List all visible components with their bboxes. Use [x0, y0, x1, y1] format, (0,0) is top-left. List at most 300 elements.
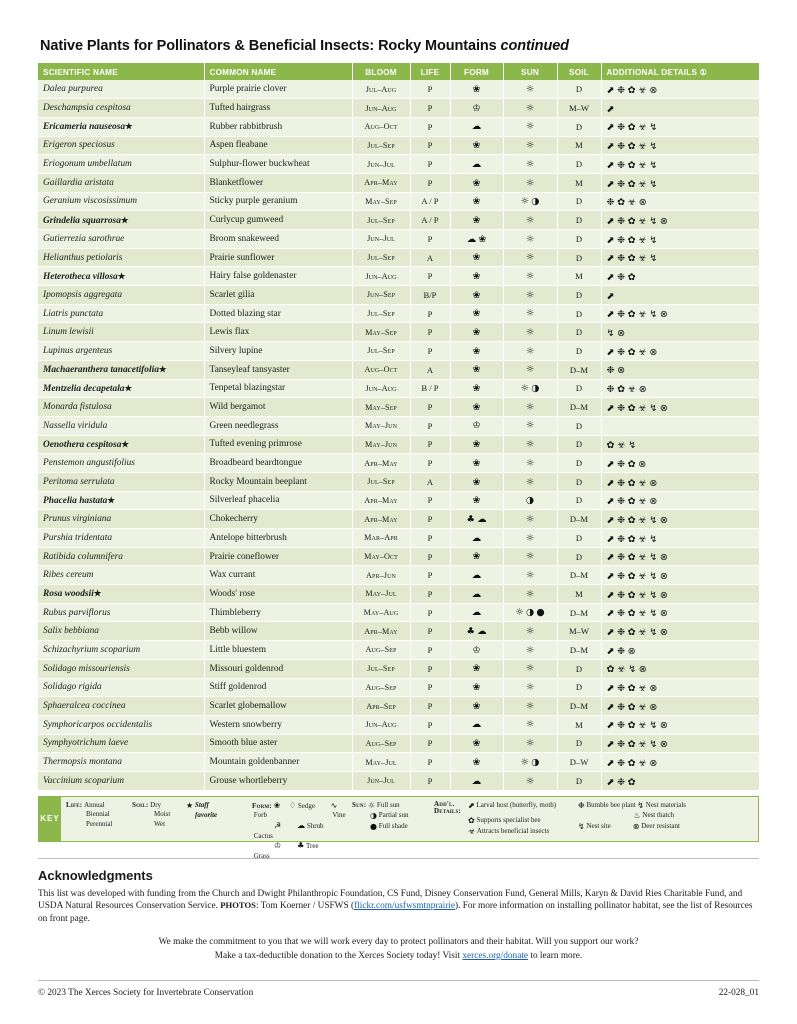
specialist-icon: ✿	[627, 141, 636, 153]
cell-life: P	[410, 342, 450, 361]
cell-form	[450, 622, 503, 641]
cell-sun	[503, 603, 557, 622]
cell-common-name: Blanketflower	[204, 173, 352, 192]
nestmat-icon: ↯	[649, 234, 658, 246]
cell-soil: M	[557, 136, 601, 155]
cell-life: A	[410, 248, 450, 267]
grass-icon: ♔	[472, 102, 481, 114]
beneficial-icon: ☣	[638, 122, 647, 134]
cell-form	[450, 472, 503, 491]
forb-shrub-icon: ☁	[466, 233, 477, 245]
sun-icon: ◑	[531, 756, 540, 768]
cell-bloom: Aug–Sep	[352, 678, 410, 697]
cell-life: P	[410, 398, 450, 417]
cell-sun	[503, 416, 557, 435]
cell-life: P	[410, 230, 450, 249]
cell-sun	[503, 136, 557, 155]
table-row	[38, 771, 759, 790]
key-details-item-2: Attracts beneficial insects	[476, 826, 550, 835]
forb-icon: ❀	[472, 401, 481, 413]
key-sun-item-0: Full sun	[376, 800, 400, 809]
cell-scientific-name: Monarda fistulosa	[38, 398, 204, 417]
specialist-icon: ✿	[606, 664, 615, 676]
cell-life: P	[410, 136, 450, 155]
cell-sun	[503, 510, 557, 529]
cell-sun	[503, 248, 557, 267]
cell-form	[450, 510, 503, 529]
bumble-icon: ❉	[617, 683, 626, 695]
table-row	[38, 547, 759, 566]
table-row	[38, 510, 759, 529]
cell-scientific-name: Solidago missouriensis	[38, 659, 204, 678]
key-form-header: Form:	[252, 801, 272, 810]
cell-additional-details	[601, 173, 759, 192]
cell-form	[450, 248, 503, 267]
cell-soil: D–M	[557, 641, 601, 660]
cell-common-name: Sticky purple geranium	[204, 192, 352, 211]
sun-icon: ☼	[525, 457, 535, 469]
cell-additional-details	[601, 136, 759, 155]
sun-icon: ☼	[525, 588, 535, 600]
cell-scientific-name: Grindelia squarrosa★	[38, 211, 204, 230]
specialist-icon: ✿	[627, 271, 636, 283]
bumble-icon: ❉	[617, 253, 626, 265]
cell-common-name: Sulphur-flower buckwheat	[204, 155, 352, 174]
cell-form	[450, 659, 503, 678]
cell-sun	[503, 697, 557, 716]
nestsite-icon: ↯	[649, 141, 658, 153]
table-row	[38, 80, 759, 99]
larval-icon: ⬈	[606, 739, 615, 751]
cell-soil: D	[557, 211, 601, 230]
cell-form	[450, 715, 503, 734]
larval-host-icon: ⬈	[468, 800, 475, 810]
sun-icon: ◑	[525, 607, 535, 619]
specialist-icon: ✿	[627, 514, 636, 526]
shrub-icon: ☁	[471, 775, 482, 787]
sun-icon: ☼	[525, 270, 535, 282]
cell-common-name: Mountain goldenbanner	[204, 753, 352, 772]
beneficial-icon: ☣	[617, 440, 626, 452]
cell-bloom: Jul–Sep	[352, 248, 410, 267]
plant-table-body	[38, 80, 759, 790]
cell-soil: D–M	[557, 510, 601, 529]
cell-form	[450, 286, 503, 305]
beneficial-icon: ☣	[638, 234, 647, 246]
cell-life: A	[410, 472, 450, 491]
specialist-icon: ✿	[627, 701, 636, 713]
cell-sun	[503, 585, 557, 604]
specialist-bee-icon: ✿	[468, 816, 475, 825]
donate-text-b: to learn more.	[528, 950, 583, 961]
deer-icon: ⊗	[659, 309, 668, 321]
sedge-icon: ♢	[288, 800, 297, 810]
forb-icon: ❀	[472, 364, 481, 376]
cell-bloom: Jun–Aug	[352, 267, 410, 286]
cell-additional-details	[601, 286, 759, 305]
beneficial-icon: ☣	[638, 683, 647, 695]
cell-sun	[503, 379, 557, 398]
nestsite-icon: ↯	[649, 178, 658, 190]
cell-soil: D	[557, 491, 601, 510]
cell-common-name: Green needlegrass	[204, 416, 352, 435]
acknowledgments-heading: Acknowledgments	[38, 867, 153, 883]
larval-icon: ⬈	[606, 458, 615, 470]
cell-soil: D	[557, 435, 601, 454]
star-icon: ★	[186, 800, 194, 810]
cell-life: A	[410, 360, 450, 379]
cell-sun	[503, 323, 557, 342]
cell-soil: M	[557, 173, 601, 192]
commitment-line-2	[38, 950, 759, 963]
sun-icon: ☼	[525, 532, 535, 544]
sun-icon: ☼	[525, 177, 535, 189]
cell-bloom: May–Oct	[352, 547, 410, 566]
forb-icon: ❀	[472, 345, 481, 357]
cell-form	[450, 641, 503, 660]
beneficial-icon: ☣	[638, 402, 647, 414]
sun-icon: ☼	[525, 719, 535, 731]
shrub-icon: ☁	[471, 588, 482, 600]
cell-sun	[503, 435, 557, 454]
table-row	[38, 715, 759, 734]
cell-form	[450, 491, 503, 510]
table-row	[38, 678, 759, 697]
bumble-icon: ❉	[617, 159, 626, 171]
deer-icon: ⊗	[659, 627, 668, 639]
page-footer	[38, 980, 759, 998]
shrub-icon: ☁	[471, 158, 482, 170]
cell-common-name: Wax currant	[204, 566, 352, 585]
specialist-icon: ✿	[617, 384, 626, 396]
larval-icon: ⬈	[606, 514, 615, 526]
cell-bloom: Aug–Oct	[352, 117, 410, 136]
beneficial-icon: ☣	[638, 589, 647, 601]
bumble-icon: ❉	[606, 384, 615, 396]
cell-sun	[503, 715, 557, 734]
sun-icon: ☼	[525, 682, 535, 694]
cell-scientific-name: Eriogonum umbellatum	[38, 155, 204, 174]
cell-additional-details	[601, 379, 759, 398]
cell-additional-details	[601, 80, 759, 99]
cell-soil: D	[557, 678, 601, 697]
specialist-icon: ✿	[627, 683, 636, 695]
cell-life: P	[410, 678, 450, 697]
cell-form	[450, 603, 503, 622]
key-details-item-6: Nest thatch	[642, 811, 675, 820]
cell-common-name: Prairie coneflower	[204, 547, 352, 566]
cell-additional-details	[601, 230, 759, 249]
table-row	[38, 472, 759, 491]
deer-icon: ⊗	[659, 608, 668, 620]
cell-form	[450, 136, 503, 155]
cell-life: P	[410, 659, 450, 678]
table-row	[38, 360, 759, 379]
cell-scientific-name: Linum lewisii	[38, 323, 204, 342]
cell-life: B / P	[410, 379, 450, 398]
table-row	[38, 641, 759, 660]
cell-life: P	[410, 753, 450, 772]
col-soil: SOIL	[557, 63, 601, 80]
cell-bloom: Apr–Sep	[352, 697, 410, 716]
cell-life: P	[410, 585, 450, 604]
cell-additional-details	[601, 117, 759, 136]
cell-life: P	[410, 454, 450, 473]
bumble-icon: ❉	[617, 234, 626, 246]
deer-icon: ⊗	[617, 328, 626, 340]
larval-icon: ⬈	[606, 552, 615, 564]
cell-scientific-name: Heterotheca villosa★	[38, 267, 204, 286]
sun-icon: ☼	[525, 252, 535, 264]
cell-sun	[503, 547, 557, 566]
larval-icon: ⬈	[606, 253, 615, 265]
col-sun: SUN	[503, 63, 557, 80]
larval-icon: ⬈	[606, 776, 615, 788]
table-row	[38, 379, 759, 398]
cell-bloom: Mar–Apr	[352, 529, 410, 548]
sun-icon: ☼	[525, 345, 535, 357]
table-row	[38, 248, 759, 267]
key-soil-item-1: Moist	[154, 810, 171, 819]
cell-additional-details	[601, 267, 759, 286]
sun-icon: ☼	[525, 401, 535, 413]
sun-icon: ◑	[531, 383, 540, 395]
specialist-icon: ✿	[627, 309, 636, 321]
cell-scientific-name: Machaeranthera tanacetifolia★	[38, 360, 204, 379]
cell-bloom: Jun–Aug	[352, 715, 410, 734]
key-soil-header: Soil:	[132, 800, 149, 809]
cell-soil: D	[557, 379, 601, 398]
cell-scientific-name: Peritoma serrulata	[38, 472, 204, 491]
cell-form	[450, 99, 503, 118]
deer-icon: ⊗	[649, 683, 658, 695]
cell-bloom: May–Jun	[352, 416, 410, 435]
beneficial-icon: ☣	[638, 608, 647, 620]
deer-icon: ⊗	[659, 514, 668, 526]
larval-icon: ⬈	[606, 122, 615, 134]
cell-common-name: Silvery lupine	[204, 342, 352, 361]
larval-icon: ⬈	[606, 402, 615, 414]
cell-common-name: Purple prairie clover	[204, 80, 352, 99]
sun-icon: ☼	[515, 607, 524, 619]
cell-life: P	[410, 99, 450, 118]
cell-sun	[503, 753, 557, 772]
bumble-icon: ❉	[617, 496, 626, 508]
cell-life: B/P	[410, 286, 450, 305]
cell-bloom: Jun–Aug	[352, 99, 410, 118]
cell-sun	[503, 80, 557, 99]
shrub-icon: ☁	[471, 607, 482, 619]
cell-additional-details	[601, 734, 759, 753]
bumble-icon: ❉	[617, 271, 626, 283]
cell-bloom: May–Sep	[352, 323, 410, 342]
larval-icon: ⬈	[606, 496, 615, 508]
cell-soil: D	[557, 304, 601, 323]
specialist-icon: ✿	[627, 552, 636, 564]
table-row	[38, 99, 759, 118]
ack-text-3: ). For more information on installing pollinator habitat, see the list of Resources on front page.	[38, 901, 753, 924]
cell-scientific-name: Geranium viscosissimum	[38, 192, 204, 211]
forb-icon: ❀	[472, 83, 481, 95]
cell-sun	[503, 472, 557, 491]
cell-sun	[503, 211, 557, 230]
cell-sun	[503, 659, 557, 678]
key-details-item-4: Nest site	[586, 822, 611, 831]
nest-site-icon: ↯	[578, 822, 585, 832]
forb-icon: ❀	[472, 738, 481, 750]
table-row	[38, 585, 759, 604]
forb-icon: ❀	[472, 214, 481, 226]
cell-additional-details	[601, 323, 759, 342]
cell-soil: D	[557, 472, 601, 491]
forb-shrub-icon: ❀	[478, 233, 487, 245]
tree-icon: ♣	[297, 841, 305, 851]
cell-sun	[503, 771, 557, 790]
key-life-item-1: Biennial	[86, 810, 110, 819]
forb-icon: ❀	[472, 756, 481, 768]
larval-icon: ⬈	[606, 309, 615, 321]
cell-form	[450, 173, 503, 192]
cell-common-name: Broom snakeweed	[204, 230, 352, 249]
larval-icon: ⬈	[606, 533, 615, 545]
table-row	[38, 435, 759, 454]
cell-life: P	[410, 267, 450, 286]
cell-form	[450, 117, 503, 136]
cell-form	[450, 211, 503, 230]
cell-additional-details	[601, 99, 759, 118]
nestsite-icon: ↯	[649, 159, 658, 171]
table-row	[38, 117, 759, 136]
bumble-icon: ❉	[617, 552, 626, 564]
cell-common-name: Tufted hairgrass	[204, 99, 352, 118]
key-sun-header: Sun:	[352, 800, 367, 809]
cell-scientific-name: Oenothera cespitosa★	[38, 435, 204, 454]
cell-form	[450, 697, 503, 716]
larval-icon: ⬈	[606, 477, 615, 489]
cell-soil: D	[557, 192, 601, 211]
cell-common-name: Tenpetal blazingstar	[204, 379, 352, 398]
bumble-icon: ❉	[617, 84, 626, 96]
tree-shrub-icon: ☁	[477, 513, 487, 525]
vine-icon: ∿	[330, 800, 338, 810]
key-details-col	[434, 801, 574, 837]
cell-soil: D–M	[557, 360, 601, 379]
nestmat-icon: ↯	[649, 514, 658, 526]
table-row	[38, 566, 759, 585]
bumble-icon: ❉	[617, 477, 626, 489]
cell-additional-details	[601, 529, 759, 548]
cell-additional-details	[601, 715, 759, 734]
cell-additional-details	[601, 472, 759, 491]
cell-common-name: Scarlet globemallow	[204, 697, 352, 716]
beneficial-icon: ☣	[638, 309, 647, 321]
cell-bloom: Aug–Sep	[352, 734, 410, 753]
cell-bloom: May–Jul	[352, 585, 410, 604]
cell-bloom: Jun–Jul	[352, 771, 410, 790]
specialist-icon: ✿	[627, 402, 636, 414]
nestmat-icon: ↯	[649, 739, 658, 751]
bumble-icon: ❉	[617, 608, 626, 620]
table-row	[38, 342, 759, 361]
beneficial-icon: ☣	[638, 178, 647, 190]
commitment-line-1: We make the commitment to you that we will work every day to protect pollinators and their habitat. Will you support our work?	[158, 937, 639, 948]
forb-icon: ❀	[472, 270, 481, 282]
donate-link[interactable]: xerces.org/donate	[462, 950, 529, 961]
specialist-icon: ✿	[627, 346, 636, 358]
deer-icon: ⊗	[659, 589, 668, 601]
cell-bloom: Aug–Oct	[352, 360, 410, 379]
bumble-icon: ❉	[617, 215, 626, 227]
cell-form	[450, 192, 503, 211]
specialist-icon: ✿	[627, 739, 636, 751]
cell-form	[450, 566, 503, 585]
beneficial-icon: ☣	[638, 159, 647, 171]
cell-life: P	[410, 416, 450, 435]
table-row	[38, 304, 759, 323]
nestmat-icon: ↯	[628, 664, 637, 676]
cell-bloom: Apr–May	[352, 510, 410, 529]
larval-icon: ⬈	[606, 271, 615, 283]
cell-common-name: Smooth blue aster	[204, 734, 352, 753]
beneficial-icon: ☣	[638, 552, 647, 564]
deer-resistant-icon: ⊗	[632, 822, 640, 832]
nestsite-icon: ↯	[649, 570, 658, 582]
key-details-item-3: Bumble bee plant	[586, 800, 636, 809]
nestsite-icon: ↯	[649, 627, 658, 639]
cell-life: P	[410, 304, 450, 323]
cell-soil: D–M	[557, 603, 601, 622]
sun-icon: ☼	[525, 476, 535, 488]
cell-form	[450, 360, 503, 379]
acknowledgments-body	[38, 888, 759, 926]
nest-thatch-icon: ♨	[633, 811, 641, 821]
nestmat-icon: ↯	[649, 589, 658, 601]
cell-common-name: Western snowberry	[204, 715, 352, 734]
cell-sun	[503, 529, 557, 548]
deer-icon: ⊗	[649, 701, 658, 713]
legend-key	[38, 796, 759, 860]
cactus-icon: ☭	[274, 820, 282, 830]
cell-soil: D	[557, 547, 601, 566]
cell-life: P	[410, 734, 450, 753]
larval-icon: ⬈	[606, 141, 615, 153]
sun-icon: ☼	[525, 364, 535, 376]
key-sun-col	[352, 801, 430, 837]
cell-life: A / P	[410, 192, 450, 211]
commitment-block	[38, 936, 759, 963]
sun-icon: ☼	[525, 644, 535, 656]
sun-icon: ☼	[525, 289, 535, 301]
cell-life: P	[410, 529, 450, 548]
cell-sun	[503, 155, 557, 174]
cell-common-name: Hairy false goldenaster	[204, 267, 352, 286]
col-scientific-name: SCIENTIFIC NAME	[38, 63, 204, 80]
table-row	[38, 136, 759, 155]
cell-sun	[503, 360, 557, 379]
tree-shrub-icon: ♣	[466, 513, 475, 525]
cell-scientific-name: Mentzelia decapetala★	[38, 379, 204, 398]
sun-icon: ☼	[525, 308, 535, 320]
cell-scientific-name: Gaillardia aristata	[38, 173, 204, 192]
cell-scientific-name: Liatris punctata	[38, 304, 204, 323]
cell-scientific-name: Ribes cereum	[38, 566, 204, 585]
flickr-link[interactable]: flickr.com/usfwsmtnprairie	[354, 901, 456, 912]
table-row	[38, 230, 759, 249]
page-title-continued: continued	[500, 38, 569, 54]
cell-common-name: Dotted blazing star	[204, 304, 352, 323]
cell-additional-details	[601, 454, 759, 473]
key-form-item-0: Forb	[253, 811, 267, 820]
